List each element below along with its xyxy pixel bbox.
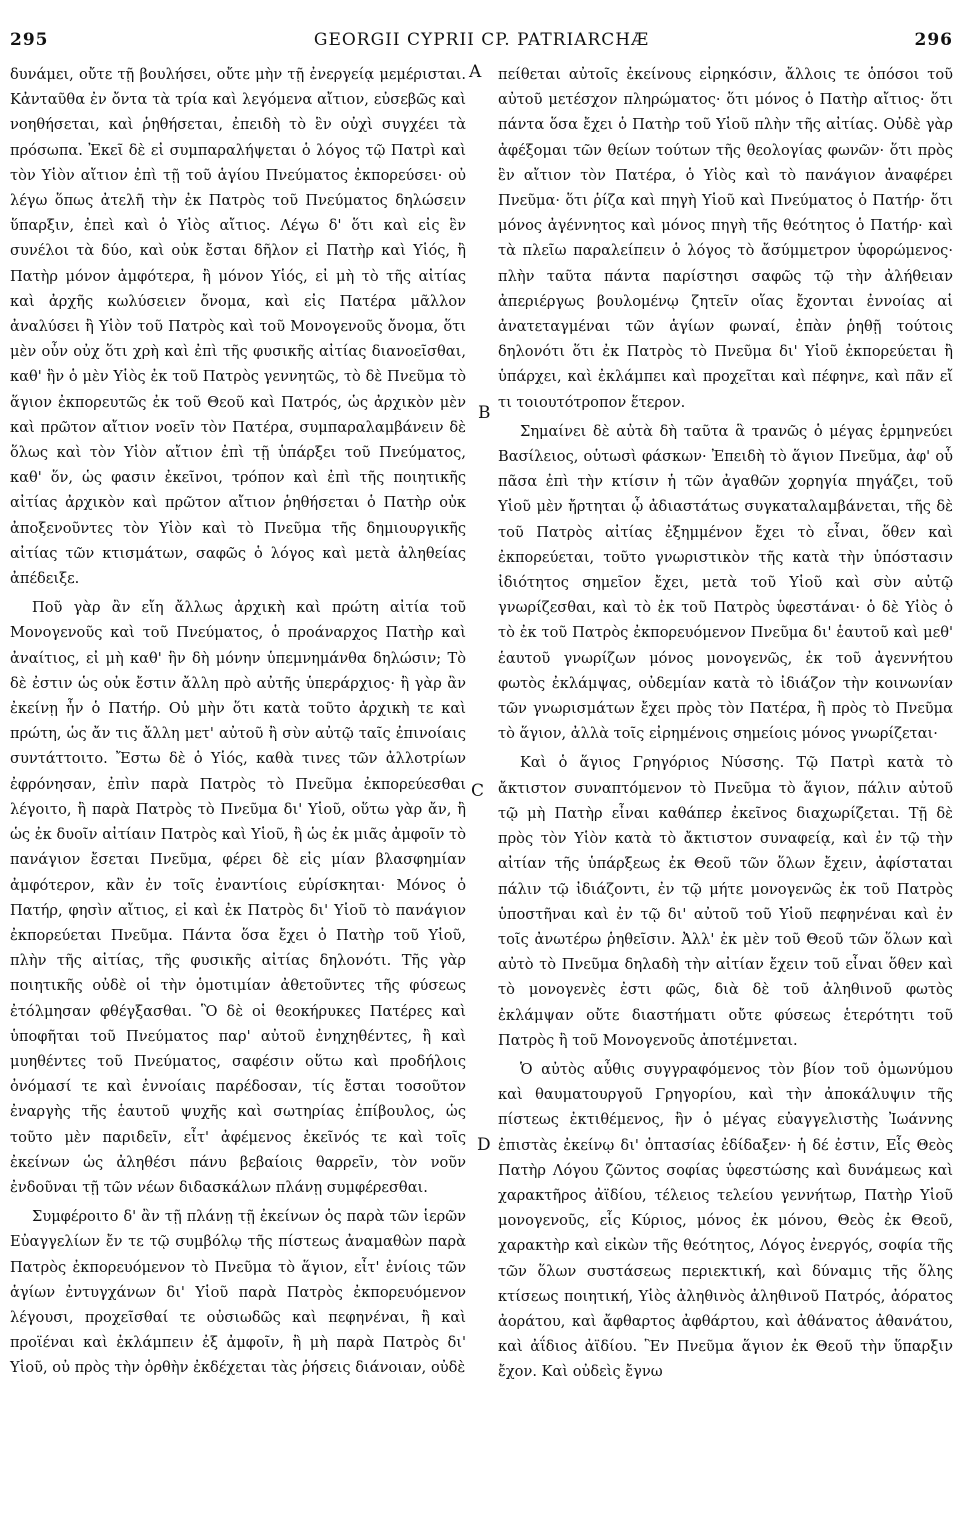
- right-paragraph-1: πείθεται αὐτοῖς ἐκείνους εἰρηκόσιν, ἄλλοις τε ὁπόσοι τοῦ αὐτοῦ μετέσχον πληρώματος· ὅτι μόνος ὁ Πατὴρ αἴτιος· ὅτι πάντα ὅσα ἔχει ὁ Πατὴρ τοῦ Υἱοῦ πλὴν τῆς αἰτίας. Οὐδὲ γὰρ ἀφέξομαι τῶν θείων τούτων τῆς θεολογίας φωνῶν· ὅτι πρὸς ἓν αἴτιον τὸν Πατέρα, ὁ Υἱὸς καὶ τὸ πανάγιον ἀναφέρει Πνεῦμα· ὅτι ῥίζα καὶ πηγὴ Υἱοῦ καὶ Πνεύματος ὁ Πατήρ· ὅτι μόνος ἀγέννητος καὶ μόνος πηγὴ τῆς θεότητος ὁ Πατήρ· καὶ τὰ πλεῖω παραλείπειν ὁ λόγος τὸ ἄσύμμετρον ὑφορώμενος· πλὴν ταῦτα πάντα παρίστησι σαφῶς τῷ τὴν ἀλήθειαν ἀπεριέργως βουλομένῳ ζητεῖν οἵας ἔχονται ἐννοίας αἱ ἀνατεταγμέναι τῶν ἁγίων φωναί, ἐπὰν ῥηθῇ τούτοις δηλονότι ὅτι ἐκ Πατρὸς τὸ Πνεῦμα δι' Υἱοῦ ἐκπορεύεται ἢ ὑπάρχει, καὶ ἐκλάμπει καὶ προχεῖται καὶ πέφηνε, καὶ πᾶν εἴ τι τοιουτότροπον ἕτερον.: [498, 66, 953, 411]
- section-marker-c: C: [471, 781, 485, 801]
- right-column: [498, 62, 953, 1389]
- section-marker-a: A: [469, 62, 482, 82]
- left-column: [10, 62, 466, 1385]
- running-title: GEORGII CYPRII CP. PATRIARCHÆ: [313, 30, 650, 50]
- left-paragraph-1: δυνάμει, οὔτε τῇ βουλήσει, οὔτε μὴν τῇ ἐνεργείᾳ μεμέρισται. Κἀνταῦθα ἐν ὄντα τὰ τρία καὶ λεγόμενα αἴτιον, εὐσεβῶς καὶ νοηθήσεται, καὶ ῥηθήσεται, ἐπειδὴ τὸ ἓν οὐχὶ συγχέει τὰ πρόσωπα. Ἐκεῖ δὲ εἰ συμπαραλήψεται ὁ λόγος τῷ Πατρὶ καὶ τὸν Υἱὸν αἴτιον ἐπὶ τῇ τοῦ ἁγίου Πνεύματος ἐκπορεύσει· οὐ λέγω ὅπως ἀτελῆ τὴν ἐκ Πατρὸς τοῦ Πνεύματος δηλώσειν ὕπαρξιν, ἐπεὶ καὶ ὁ Υἱὸς αἴτιος. Λέγω δ' ὅτι καὶ εἰς ἓν συνέλοι τὰ δύο, καὶ οὐκ ἔσται δῆλον εἰ Πατὴρ καὶ Υἱός, ἢ Πατὴρ μόνον ἀμφότερα, ἢ μόνον Υἱός, εἰ μὴ τὸ τῆς αἰτίας καὶ ἀρχῆς κωλύσειεν ὄνομα, καὶ εἰς Πατέρα μᾶλλον ἀναλύσει ἢ Υἱὸν τοῦ Πατρὸς καὶ τοῦ Μονογενοῦς ὄνομα, ὅτι μὲν οὖν οὐχ ὅτι χρὴ καὶ ἐπὶ τῆς φυσικῆς αἰτίας διανοεῖσθαι, καθ' ἣν ὁ μὲν Υἱὸς ἐκ τοῦ Πατρὸς γεννητῶς, τὸ δὲ Πνεῦμα τὸ ἅγιον ἐκπορευτῶς ἐκ τοῦ Θεοῦ καὶ Πατρός, ὡς ἀρχικὸν μὲν καὶ πρῶτον αἴτιον νοεῖν τὸν Πατέρα, συμπαραλαμβάνειν δὲ ὅλως καὶ τὸν Υἱὸν αἴτιον ἐπὶ τῇ ὑπάρξει τοῦ Πνεύματος, καθ' ὅν, ὡς φασιν ἐκεῖνοι, τρόπον καὶ ἐπὶ τῆς ποιητικῆς αἰτίας ἀρχικὸν καὶ πρῶτον αἴτιον ῥηθήσεται ὁ Πατὴρ οὐκ ἀποξενοῦντες τὸν Υἱὸν καὶ τὸ Πνεῦμα τῆς δημιουργικῆς αἰτίας τῶν κτισμάτων, σαφῶς ὁ λόγος καὶ μετὰ ἀληθείας ἀπέδειξε.: [10, 66, 466, 588]
- section-marker-d: D: [477, 1135, 491, 1155]
- right-paragraph-3: Καὶ ὁ ἅγιος Γρηγόριος Νύσσης. Τῷ Πατρὶ κατὰ τὸ ἄκτιστον συναπτόμενον τὸ Πνεῦμα τὸ ἅγιον, πάλιν αὐτοῦ τῷ μὴ Πατὴρ εἶναι καθάπερ ἐκεῖνος διαχωρίζεται. Τῇ δὲ πρὸς τὸν Υἱὸν κατὰ τὸ ἄκτιστον συναφείᾳ, καὶ ἐν τῷ τὴν αἰτίαν τῆς ὑπάρξεως ἐκ Θεοῦ τῶν ὅλων ἔχειν, ἀφίσταται πάλιν τῷ ἰδιάζοντι, ἐν τῷ μήτε μονογενῶς ἐκ τοῦ Πατρὸς ὑποστῆναι καὶ ἐν τῷ δι' αὐτοῦ τοῦ Υἱοῦ πεφηνέναι καὶ ἐν τοῖς ἀνωτέρω ῥηθεῖσιν. Ἀλλ' ἐκ μὲν τοῦ Θεοῦ τῶν ὅλων καὶ αὐτὸ τὸ Πνεῦμα δηλαδὴ τὴν αἰτίαν ἔχειν τοῦ εἶναι ὅθεν καὶ τὸ μονογενὲς ἐστι φῶς, διὰ δὲ τοῦ ἀληθινοῦ φωτὸς ἐκλάμψαν οὔτε διαστήματι οὔτε φύσεως ἑτερότητι τοῦ Πατρὸς ἢ τοῦ Μονογενοῦς ἀποτέμνεται.: [498, 754, 953, 1049]
- right-paragraph-4: Ὁ αὐτὸς αὖθις συγγραφόμενος τὸν βίον τοῦ ὁμωνύμου καὶ θαυματουργοῦ Γρηγορίου, καὶ τὴν ἀποκάλυψιν τῆς πίστεως ἐκτιθέμενος, ἣν ὁ μέγας εὐαγγελιστὴς Ἰωάννης ἐπιστὰς ἐκείνῳ δι' ὀπτασίας ἐδίδαξεν· ἡ δέ ἐστιν, Εἷς Θεὸς Πατὴρ Λόγου ζῶντος σοφίας ὑφεστώσης καὶ δυνάμεως καὶ χαρακτῆρος ἀϊδίου, τέλειος τελείου γεννήτωρ, Πατὴρ Υἱοῦ μονογενοῦς, εἷς Κύριος, μόνος ἐκ μόνου, Θεὸς ἐκ Θεοῦ, χαρακτὴρ καὶ εἰκὼν τῆς θεότητος, Λόγος ἐνεργός, σοφία τῆς τῶν ὅλων συστάσεως περιεκτική, καὶ δύναμις τῆς ὅλης κτίσεως ποιητική, Υἱὸς ἀληθινὸς ἀληθινοῦ Πατρός, ἀόρατος ἀοράτου, καὶ ἄφθαρτος ἀφθάρτου, καὶ ἀθάνατος ἀθανάτου, καὶ ἀΐδιος ἀϊδίου. Ἓν Πνεῦμα ἅγιον ἐκ Θεοῦ τὴν ὕπαρξιν ἔχον. Καὶ οὐδεὶς ἔγνω: [498, 1060, 953, 1381]
- left-paragraph-3: Συμφέροιτο δ' ἂν τῇ πλάνῃ τῇ ἐκείνων ὁς παρὰ τῶν ἱερῶν Εὐαγγελίων ἔν τε τῷ συμβόλῳ τῆς πίστεως ἀναμαθὼν παρὰ Πατρὸς ἐκπορευόμενον τὸ Πνεῦμα τὸ ἅγιον, εἶτ' ἐνίοις τῶν ἁγίων ἐντυγχάνων δι' Υἱοῦ παρὰ Πατρὸς ἐκπορευόμενον λέγουσι, προχεῖσθαί τε οὐσιωδῶς καὶ πεφηνέναι, ἢ καὶ προϊέναι καὶ ἐκλάμπειν ἐξ ἀμφοῖν, ἢ μὴ παρὰ Πατρὸς δι' Υἱοῦ, οὐ πρὸς τὴν ὀρθὴν ἐκδέχεται τὰς ῥήσεις διάνοιαν, οὐδὲ: [10, 1208, 466, 1377]
- page-number-left: 295: [10, 30, 49, 50]
- section-marker-b: B: [478, 403, 491, 423]
- page-number-right: 296: [914, 30, 953, 50]
- left-paragraph-2: Ποῦ γὰρ ἂν εἴη ἄλλως ἀρχικὴ καὶ πρώτη αἰτία τοῦ Μονογενοῦς καὶ τοῦ Πνεύματος, ὁ προάναρχος Πατὴρ καὶ ἀναίτιος, εἰ μὴ καθ' ἣν δὴ μόνην ὑπεμνημάνθα δηλώσιν; Τὸ δὲ ἐστιν ὡς οὐκ ἔστιν ἄλλη πρὸ αὐτῆς ὑπεράρχιος· ἢ γὰρ ἂν ἐκείνῃ ἦν ὁ Πατήρ. Οὐ μὴν ὅτι κατὰ τοῦτο ἀρχικὴ τε καὶ πρώτη, ὡς ἄν τις ἄλλη μετ' αὐτοῦ ἢ σὺν αὐτῷ ταῖς ἐπινοίαις συντάττοιτο. Ἔστω δὲ ὁ Υἱός, καθὰ τινες τῶν ἀλλοτρίων ἐφρόνησαν, ἐπὶν παρὰ Πατρὸς τὸ Πνεῦμα ἐκπορεύεσθαι λέγοιτο, ἢ παρὰ Πατρὸς τὸ Πνεῦμα δι' Υἱοῦ, οὕτω γὰρ ἄν, ἢ ὡς ἐκ δυοῖν αἰτίαιν Πατρὸς καὶ Υἱοῦ, ἢ ὡς ἐκ μιᾶς ἀμφοῖν τὸ πανάγιον ἔσεται Πνεῦμα, φέρει δὲ εἰς μίαν βλασφημίαν ἀμφότερον, κἂν ἐν τοῖς ἐναντίοις εὑρίσκηται· Μόνος ὁ Πατήρ, φησὶν αἴτιος, εἰ καὶ ἐκ Πατρὸς δι' Υἱοῦ τὸ πανάγιον ἐκπορεύεται Πνεῦμα. Πάντα ὅσα ἔχει ὁ Πατὴρ τοῦ Υἱοῦ, πλὴν τῆς αἰτίας, τῆς φυσικῆς αἰτίας δηλονότι. Τῆς γὰρ ποιητικῆς οὐδὲ οἱ τὴν ὁμοτιμίαν ἀθετοῦντες τῆς φύσεως ἐτόλμησαν φθέγξασθαι. Ὃ δὲ οἱ θεοκήρυκες Πατέρες καὶ ὑποφῆται τοῦ Πνεύματος παρ' αὐτοῦ ἐνηχηθέντες, ἢ καὶ μυηθέντες τοῦ Πνεύματος, σαφέσιν οὕτω καὶ προδήλοις ὀνόμασί τε καὶ ἐννοίαις παρέδοσαν, τίς ἔσται τοσοῦτον ἐναργὴς τῆς ἑαυτοῦ ψυχῆς καὶ σωτηρίας ἐπίβουλος, ὡς τοῦτο μὲν παριδεῖν, εἶτ' ἀφέμενος ἐκεῖνός τε καὶ τοῖς ἐκείνων ὡς ἀληθέσι πάνυ βεβαίοις θαρρεῖν, τὸν νοῦν ἐνδοῦναι τῇ τῶν νέων διδασκάλων πλάνῃ συμφέρεσθαι.: [10, 599, 466, 1196]
- right-paragraph-2: Σημαίνει δὲ αὐτὰ δὴ ταῦτα ἃ τρανῶς ὁ μέγας ἑρμηνεύει Βασίλειος, οὑτωσὶ φάσκων· Ἐπειδὴ τὸ ἅγιον Πνεῦμα, ἀφ' οὗ πᾶσα ἐπὶ τὴν κτίσιν ἡ τῶν ἀγαθῶν χορηγία πηγάζει, τοῦ Υἱοῦ μὲν ἤρτηται ᾧ ἀδιαστάτως συγκαταλαμβάνεται, τῆς δὲ τοῦ Πατρὸς αἰτίας ἐξημμένον ἔχει τὸ εἶναι, ὅθεν καὶ ἐκπορεύεται, τοῦτο γνωριστικὸν τῆς κατὰ τὴν ὑπόστασιν ἰδιότητος σημεῖον ἔχει, μετὰ τοῦ Υἱοῦ καὶ σὺν αὐτῷ γνωρίζεσθαι, καὶ τὸ ἐκ τοῦ Πατρὸς ὑφεστάναι· ὁ δὲ Υἱὸς ὁ τὸ ἐκ τοῦ Πατρὸς ἐκπορευόμενον Πνεῦμα δι' ἑαυτοῦ καὶ μεθ' ἑαυτοῦ γνωρίζων μόνος μονογενῶς, ἐκ τοῦ ἀγεννήτου φωτὸς ἐκλάμψας, οὐδεμίαν κατὰ τὸ ἰδιάζον τὴν κοινωνίαν τῶν γνωρισμάτων ἔχει πρὸς τὸν Πατέρα, ἢ πρὸς τὸ Πνεῦμα τὸ ἅγιον, ἀλλὰ τοῖς εἰρημένοις σημείοις μόνος γνωρίζεται·: [498, 422, 953, 743]
- running-header: [10, 30, 953, 56]
